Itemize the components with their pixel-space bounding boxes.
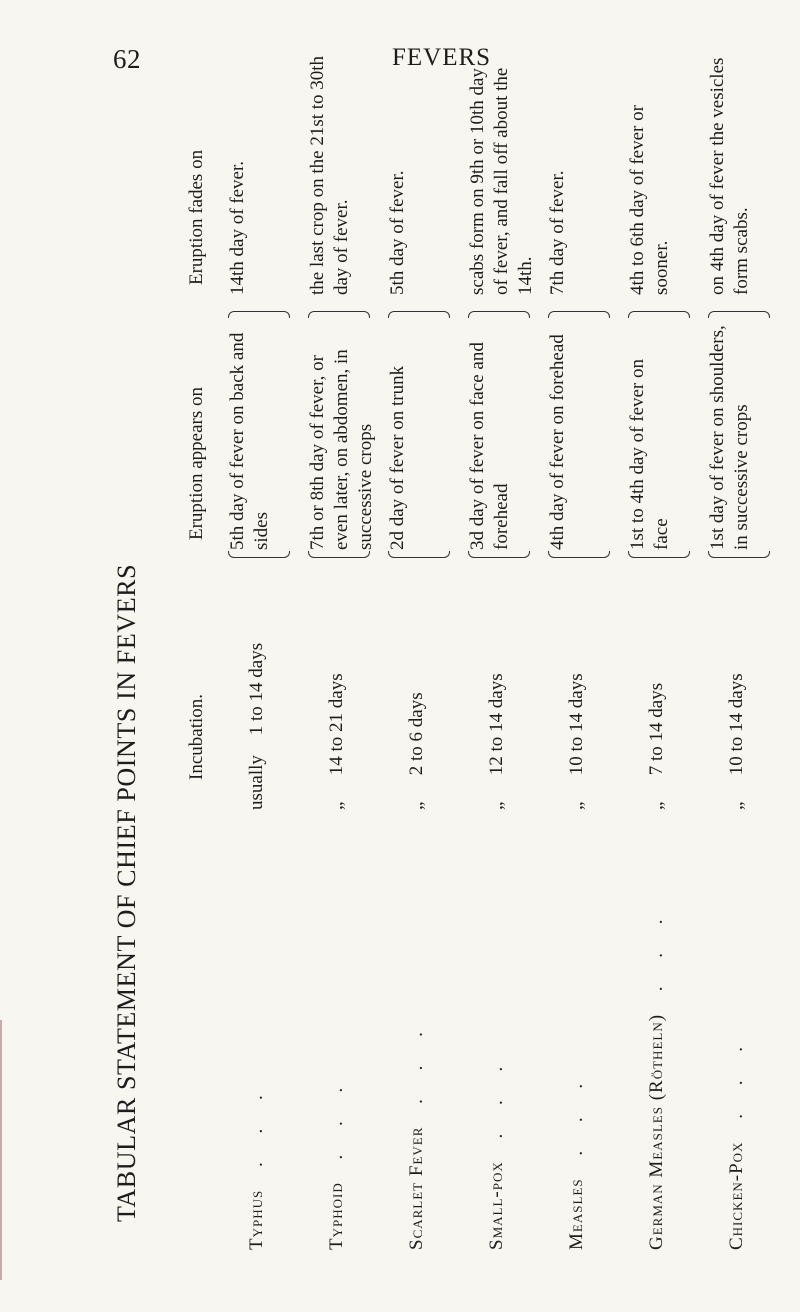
appears-cell: 3d day of fever on face and forehead: [467, 342, 512, 550]
dot-leader: . . .: [406, 1020, 427, 1121]
brace-close: [708, 311, 770, 318]
ditto-mark: „: [566, 801, 587, 810]
fades-cell: 7th day of fever.: [547, 170, 568, 295]
incubation-cell: [246, 580, 268, 810]
table-title: TABULAR STATEMENT OF CHIEF POINTS IN FEVERS: [112, 563, 141, 1222]
column-header-incubation: Incubation.: [186, 693, 207, 780]
incubation-value: 10 to 14 days: [566, 673, 587, 776]
incubation-value: 7 to 14 days: [646, 682, 667, 776]
appears-cell: 2d day of fever on trunk: [387, 365, 408, 550]
ditto-mark: „: [646, 801, 667, 810]
brace-close: [308, 311, 370, 318]
brace-open: [548, 551, 610, 558]
ditto-mark: „: [486, 801, 507, 810]
fades-cell: 4th to 6th day of fever or sooner.: [627, 105, 672, 295]
incubation-cell: [726, 580, 748, 810]
table-row: [302, 50, 382, 1250]
fades-cell: on 4th day of fever the vesicles form scabs.: [707, 57, 752, 295]
table-row: [462, 50, 542, 1250]
disease-name: Chicken-Pox . . .: [726, 1035, 747, 1250]
incubation-cell: [646, 580, 668, 810]
brace-open: [708, 551, 770, 558]
dot-leader: . . .: [566, 1071, 587, 1173]
column-header-fades: Eruption fades on: [186, 149, 207, 285]
dot-leader: . . .: [486, 1054, 507, 1156]
fades-cell: scabs form on 9th or 10th day of fever, and fall off about the 14th.: [467, 67, 536, 295]
dot-leader: . . .: [246, 1083, 267, 1184]
brace-close: [468, 311, 530, 318]
disease-name: Scarlet Fever . . .: [406, 1020, 427, 1250]
running-head: FEVERS: [392, 44, 492, 71]
brace-close: [228, 311, 290, 318]
appears-cell: 5th day of fever on back and sides: [227, 332, 272, 550]
brace-open: [308, 551, 370, 558]
table-row: [382, 50, 462, 1250]
incubation-value: 1 to 14 days: [246, 642, 267, 736]
brace-close: [388, 311, 450, 318]
fades-cell: 14th day of fever.: [227, 160, 248, 295]
dot-leader: . . .: [326, 1075, 347, 1177]
incubation-cell: [566, 580, 588, 810]
disease-name: Small-pox . . .: [486, 1054, 507, 1250]
column-header-appears: Eruption appears on: [186, 386, 207, 540]
fades-cell: 5th day of fever.: [387, 170, 408, 295]
ditto-mark: „: [726, 801, 747, 810]
incubation-value: 12 to 14 days: [486, 673, 507, 776]
disease-name: Measles . . .: [566, 1071, 587, 1250]
margin-line: [0, 1020, 2, 1280]
page-number: 62: [113, 44, 141, 74]
fades-cell: the last crop on the 21st to 30th day of fever.: [307, 55, 352, 295]
ditto-mark: „: [326, 801, 347, 810]
appears-cell: 1st day of fever on shoulders, in successive crops: [707, 325, 752, 550]
incubation-cell: [486, 580, 508, 810]
disease-name: Typhoid . . .: [326, 1075, 347, 1250]
incubation-cell: [406, 580, 428, 810]
table-row: [542, 50, 622, 1250]
appears-cell: 1st to 4th day of fever on face: [627, 358, 672, 550]
dot-leader: . . .: [646, 907, 667, 1008]
rotated-table: [112, 50, 782, 1250]
incubation-value: 14 to 21 days: [326, 673, 347, 776]
incubation-value: 10 to 14 days: [726, 673, 747, 776]
ditto-mark: usually: [246, 755, 267, 810]
appears-cell: 7th or 8th day of fever, or even later, on abdomen, in successive crops: [307, 349, 376, 550]
table-row: [622, 50, 702, 1250]
brace-close: [548, 311, 610, 318]
dot-leader: . . .: [726, 1035, 747, 1136]
brace-close: [628, 311, 690, 318]
brace-open: [468, 551, 530, 558]
incubation-cell: [326, 580, 348, 810]
brace-open: [228, 551, 290, 558]
brace-open: [628, 551, 690, 558]
appears-cell: 4th day of fever on forehead: [547, 334, 568, 550]
brace-open: [388, 551, 450, 558]
disease-name: Typhus . . .: [246, 1083, 267, 1250]
table-row: [702, 50, 782, 1250]
incubation-value: 2 to 6 days: [406, 692, 427, 776]
table-row: [222, 50, 302, 1250]
disease-name: German Measles (Rötheln) . . .: [646, 907, 667, 1250]
ditto-mark: „: [406, 801, 427, 810]
